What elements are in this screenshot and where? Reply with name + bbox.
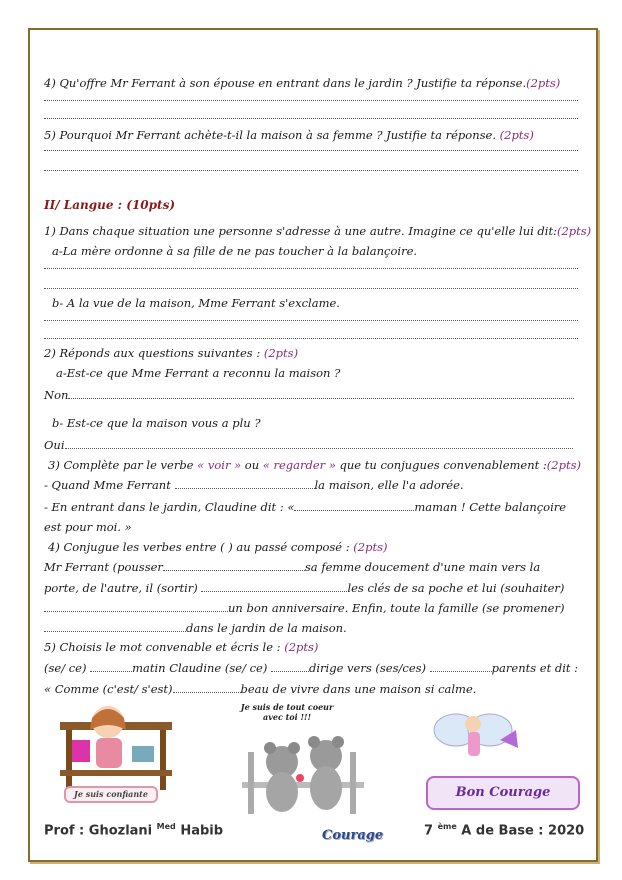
langue-question-3: 3) Complète par le verbe « voir » ou « regarder » que tu conjugues convenablement :(2pts) [48,458,581,472]
langue-question-5: 5) Choisis le mot convenable et écris le : (2pts) [44,640,319,654]
bon-courage-banner: Bon Courage [426,776,580,810]
blank-field[interactable] [90,661,132,672]
points-label: (2pts) [263,346,299,360]
answer-line[interactable] [44,100,578,101]
points-label: (2pts) [284,640,319,654]
langue-4d: dans le jardin de la maison. [44,621,347,635]
points-label: (2pts) [499,128,534,142]
points-label: (2pts) [526,76,561,90]
answer-2b[interactable]: Oui [44,438,573,452]
points-label: (2pts) [556,224,592,238]
blank-field[interactable] [44,621,186,632]
langue-question-4: 4) Conjugue les verbes entre ( ) au passé composé : (2pts) [48,540,388,554]
answer-line[interactable] [44,118,578,119]
langue-question-2: 2) Réponds aux questions suivantes : (2pts) [44,346,299,360]
blank-field[interactable] [175,478,315,489]
langue-4c: un bon anniversaire. Enfin, toute la famille (se promener) [44,601,564,615]
confiante-caption: Je suis confiante [64,786,158,803]
teacher-name: Prof : Ghozlani $^{Med}$ Habib [44,822,224,839]
blank-field[interactable] [173,682,241,693]
answer-line[interactable] [44,170,578,171]
answer-line[interactable] [44,150,578,151]
langue-2b: b- Est-ce que la maison vous a plu ? [52,416,261,430]
question-5: 5) Pourquoi Mr Ferrant achète-t-il la maison à sa femme ? Justifie ta réponse. (2pts) [44,128,534,142]
langue-2a: a-Est-ce que Mme Ferrant a reconnu la maison ? [56,366,341,380]
fairy-illustration [428,700,524,774]
points-label: (2pts) [546,458,581,472]
answer-line[interactable] [44,338,578,339]
question-4: 4) Qu'offre Mr Ferrant à son épouse en entrant dans le jardin ? Justifie ta réponse.(2pts) [44,76,561,90]
blank-field[interactable] [201,581,347,592]
langue-1b: b- A la vue de la maison, Mme Ferrant s'exclame. [52,296,340,310]
courage-word: Courage [322,828,384,843]
blank-field[interactable] [294,500,414,511]
langue-3a: - Quand Mme Ferrant la maison, elle l'a adorée. [44,478,464,492]
blank-field[interactable] [271,661,309,672]
bears-illustration [238,722,368,820]
blank-field[interactable] [430,661,492,672]
answer-line[interactable] [44,288,578,289]
points-label: (2pts) [353,540,388,554]
bears-caption: Je suis de tout coeur avec toi !!! [240,702,334,722]
class-label: 7 $^{ème}$ A de Base : 2020 [424,822,585,839]
langue-4a: Mr Ferrant (pousser sa femme doucement d'une main vers la [44,560,541,574]
answer-2a[interactable]: Non [44,388,574,402]
blank-field[interactable] [44,601,228,612]
answer-line[interactable] [44,268,578,269]
langue-3b: - En entrant dans le jardin, Claudine dit : « maman ! Cette balançoire [44,500,567,514]
langue-4b: porte, de l'autre, il (sortir) les clés de sa poche et lui (souhaiter) [44,581,565,595]
blank-field[interactable] [163,560,305,571]
langue-5a: (se/ ce) matin Claudine (se/ ce) dirige vers (ses/ces) parents et dit : [44,661,579,675]
section-title: II/ Langue : (10pts) [44,198,176,212]
langue-question-1: 1) Dans chaque situation une personne s'adresse à une autre. Imagine ce qu'elle lui dit:(2pts) [44,224,592,238]
langue-5b: « Comme (c'est/ s'est) beau de vivre dans une maison si calme. [44,682,477,696]
langue-1a: a-La mère ordonne à sa fille de ne pas toucher à la balançoire. [52,244,418,258]
answer-line[interactable] [44,320,578,321]
langue-3b-end: est pour moi. » [44,520,132,534]
